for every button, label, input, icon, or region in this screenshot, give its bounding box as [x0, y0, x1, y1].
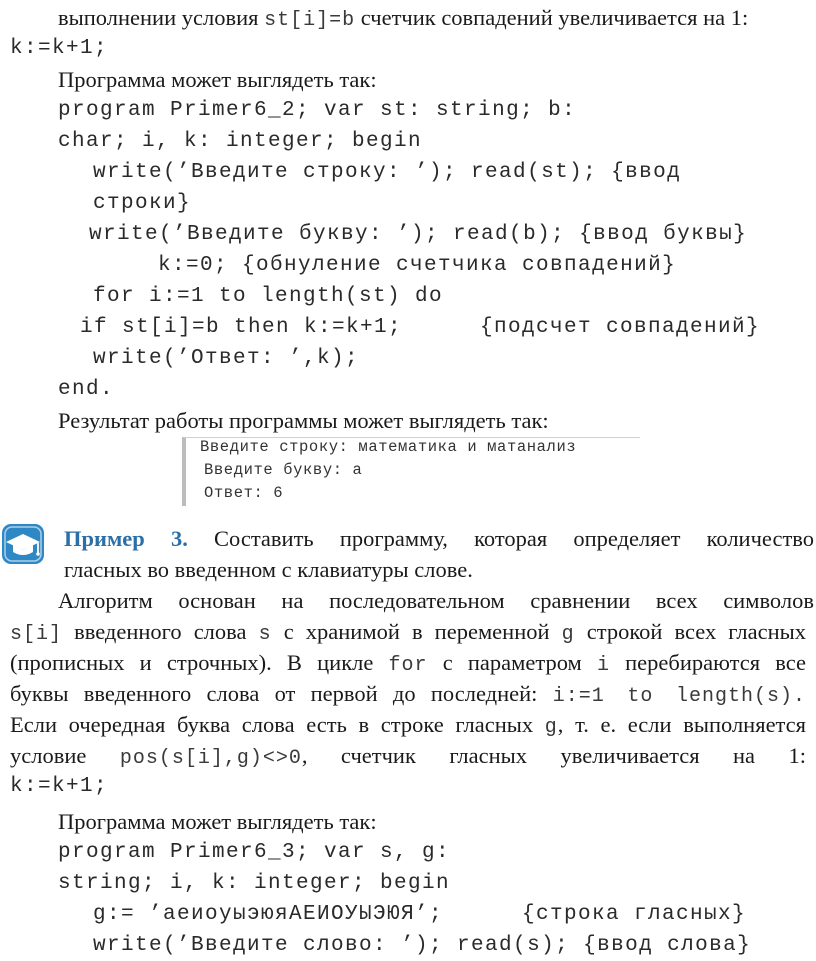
- code1-line: program Primer6_2; var st: string; b:: [58, 99, 577, 122]
- algo-line-7: k:=k+1;: [10, 775, 109, 798]
- algo-line-6: [10, 740, 806, 774]
- code2-line: program Primer6_3; var s, g:: [58, 841, 451, 864]
- code1-line: k:=0; {обнуление счетчика совпадений}: [158, 254, 677, 277]
- algo-line-1: Алгоритм основан на последовательном сравнении всех символов: [58, 588, 814, 613]
- inline-code: i: [596, 654, 610, 677]
- algo-line-2: [10, 616, 806, 650]
- inline-code: s[i]: [10, 623, 63, 646]
- result-intro: Результат работы программы может выглядеть так:: [58, 408, 549, 433]
- example3-line-1: [64, 523, 814, 554]
- inline-code: s: [258, 623, 272, 646]
- graduation-cap-icon: [0, 522, 46, 566]
- intro-text: счетчик совпадений увеличивается на 1:: [355, 5, 749, 30]
- intro-text: выполнении условия: [58, 5, 265, 30]
- algo-text: , т. е. если выполняется: [557, 712, 806, 737]
- code1-line: write(’Введите строку: ’); read(st); {ввод: [93, 161, 682, 184]
- algo-text: перебираются все: [609, 650, 807, 675]
- intro-line-1: [58, 2, 748, 36]
- code2-comment: {строка гласных}: [522, 903, 747, 926]
- code1-line: строки}: [93, 192, 192, 215]
- code1-line: for i:=1 to length(st) do: [93, 285, 444, 308]
- code1-line: write(’Ответ: ’,k);: [93, 347, 360, 370]
- example3-line-2: гласных во введенном с клавиатуры слове.: [64, 557, 473, 582]
- code1-line: end.: [58, 378, 115, 401]
- inline-code: for: [388, 654, 428, 677]
- algo-text: введенного слова: [62, 619, 259, 644]
- algo-text: Если очередная буква слова есть в строке гласных: [10, 712, 545, 737]
- code1-line: char; i, k: integer; begin: [58, 130, 423, 153]
- program-intro-1: Программа может выглядеть так:: [58, 67, 377, 92]
- algo-text: с хранимой в переменной: [271, 619, 562, 644]
- console-line: Введите строку: математика и матанализ: [200, 438, 577, 456]
- code1-comment: {подсчет совпадений}: [480, 316, 761, 339]
- algo-line-3: [10, 647, 806, 681]
- algo-text: с параметром: [427, 650, 597, 675]
- console-line: Введите букву: а: [204, 461, 363, 479]
- code2-line: string; i, k: integer; begin: [58, 872, 451, 895]
- inline-code: st[i]=b: [264, 9, 356, 32]
- algo-text: строкой всех гласных: [574, 619, 806, 644]
- code2-line: g:= ’аеиоуыэюяАЕИОУЫЭЮЯ’;: [93, 903, 444, 926]
- code2-line: write(’Введите слово: ’); read(s); {ввод слова}: [93, 934, 752, 957]
- algo-text: , счетчик гласных увеличивается на 1:: [301, 743, 806, 768]
- inline-code: g: [544, 716, 558, 739]
- algo-text: условие: [10, 743, 120, 768]
- code1-line: write(’Введите букву: ’); read(b); {ввод буквы}: [89, 223, 748, 246]
- algo-text: буквы введенного слова от первой до последней:: [10, 681, 553, 706]
- example3-text: Составить программу, которая определяет количество: [214, 526, 815, 551]
- intro-line-2: k:=k+1;: [10, 37, 109, 60]
- algo-text: (прописных и строчных). В цикле: [10, 650, 389, 675]
- console-line: Ответ: 6: [204, 484, 284, 502]
- algo-line-5: [10, 709, 806, 743]
- code1-line: if st[i]=b then k:=k+1;: [80, 316, 403, 339]
- example3-label: Пример 3.: [64, 526, 188, 551]
- inline-code: pos(s[i],g)<>0: [119, 747, 302, 770]
- console-output: [182, 437, 640, 506]
- inline-code: g: [561, 623, 575, 646]
- inline-code: i:=1 to length(s).: [552, 685, 807, 708]
- program-intro-2: Программа может выглядеть так:: [58, 809, 377, 834]
- algo-line-4: [10, 678, 806, 712]
